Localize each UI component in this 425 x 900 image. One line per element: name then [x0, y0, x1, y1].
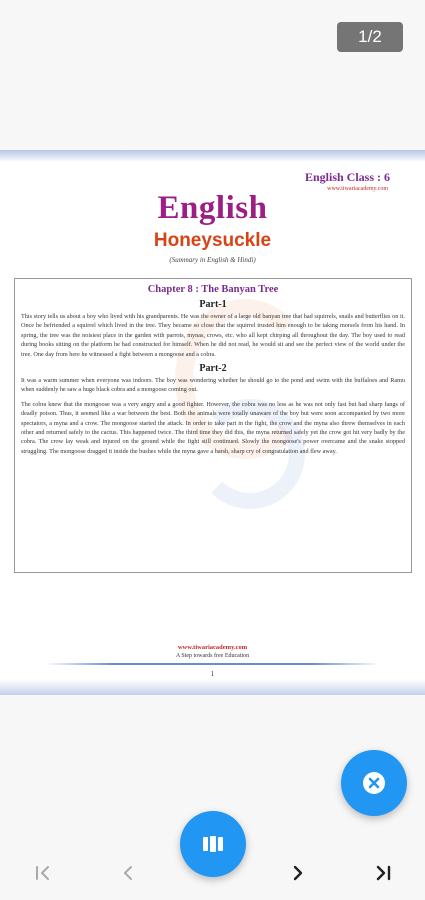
pdf-page[interactable]	[0, 150, 425, 695]
page-title: English	[157, 190, 268, 226]
book-open-icon	[201, 834, 225, 854]
page-note: (Summary in English & Hindi)	[169, 256, 256, 264]
last-page-icon	[373, 863, 393, 883]
footer-url: www.tiwariacademy.com	[177, 644, 248, 651]
previous-page-button[interactable]	[116, 861, 140, 885]
page-indicator: 1/2	[337, 22, 403, 52]
page-bottom-band	[0, 679, 425, 695]
chevron-left-icon	[118, 863, 138, 883]
next-page-button[interactable]	[286, 861, 310, 885]
page-subtitle: Honeysuckle	[153, 230, 272, 251]
reading-mode-fab-button[interactable]	[180, 811, 246, 877]
part1-text: This story tells us about a boy who lived with his grandparents. He was the owner of a large old banyan tree that had squirrels, snails and butterflies on it. Once he befriended a squirrel which lived in the tree. They became so close that the squirrel trusted him enough to be taking morsels from his hand. In spring, the tree was the noisiest place in the garden with parrots, mynas, crows, etc. who all kept chirping all throughout the day. The boy used to read during books sitting on the platform he had constructed for himself. When he did not read, he would sit and see the perfect view of the world under the tree. One day from here he witnessed a fight between a mongoose and a cobra.	[21, 313, 405, 358]
part2-text-1: It was a warm summer when everyone was indoors. The boy was wondering whether he should go to the pond and swim with the buffaloes and Ramu when suddenly he saw a huge black cobra and a mongoose coming out.	[21, 377, 405, 394]
close-fab-button[interactable]	[341, 750, 407, 816]
last-page-button[interactable]	[371, 861, 395, 885]
page-top-band	[0, 150, 425, 162]
first-page-button[interactable]	[31, 861, 55, 885]
close-circle-icon	[361, 770, 387, 796]
class-label: English Class : 6	[304, 170, 390, 184]
chevron-right-icon	[288, 863, 308, 883]
part2-text-2: The cobra knew that the mongoose was a very angry and a good fighter. However, the cobra was no less as he was not only fast but had sharp fangs of deadly poison. Thus, it seemed like a war between the best. Both the animals were totally unaware of the boy but were soon accompanied by two more spectators, a myna and a crow. The mongoose started the attack. In order to take part in the fight, the crow and the myna also threw themselves in each other and returned safely to the cactus. This happened twice. The third time they did this, the myna returned safely yet the crow got hit very badly by the cobra. The crow lay weak and injured on the ground while the fight still continued. Slowly the mongoose's power overcame and the snake stopped struggling. The mongoose dragged it inside the bushes while the myna gave a harsh, sharp cry of congratulation and flew away.	[21, 400, 405, 455]
footer-divider	[45, 663, 380, 665]
class-url: www.tiwariacademy.com	[327, 186, 388, 192]
first-page-icon	[33, 863, 53, 883]
chapter-title: Chapter 8 : The Banyan Tree	[147, 284, 279, 295]
part1-title: Part-1	[199, 299, 227, 310]
footer-page-number: 1	[210, 670, 215, 678]
footer-tagline: A Step towards free Education	[175, 653, 250, 659]
part2-title: Part-2	[199, 363, 227, 375]
summary-box	[14, 278, 412, 573]
